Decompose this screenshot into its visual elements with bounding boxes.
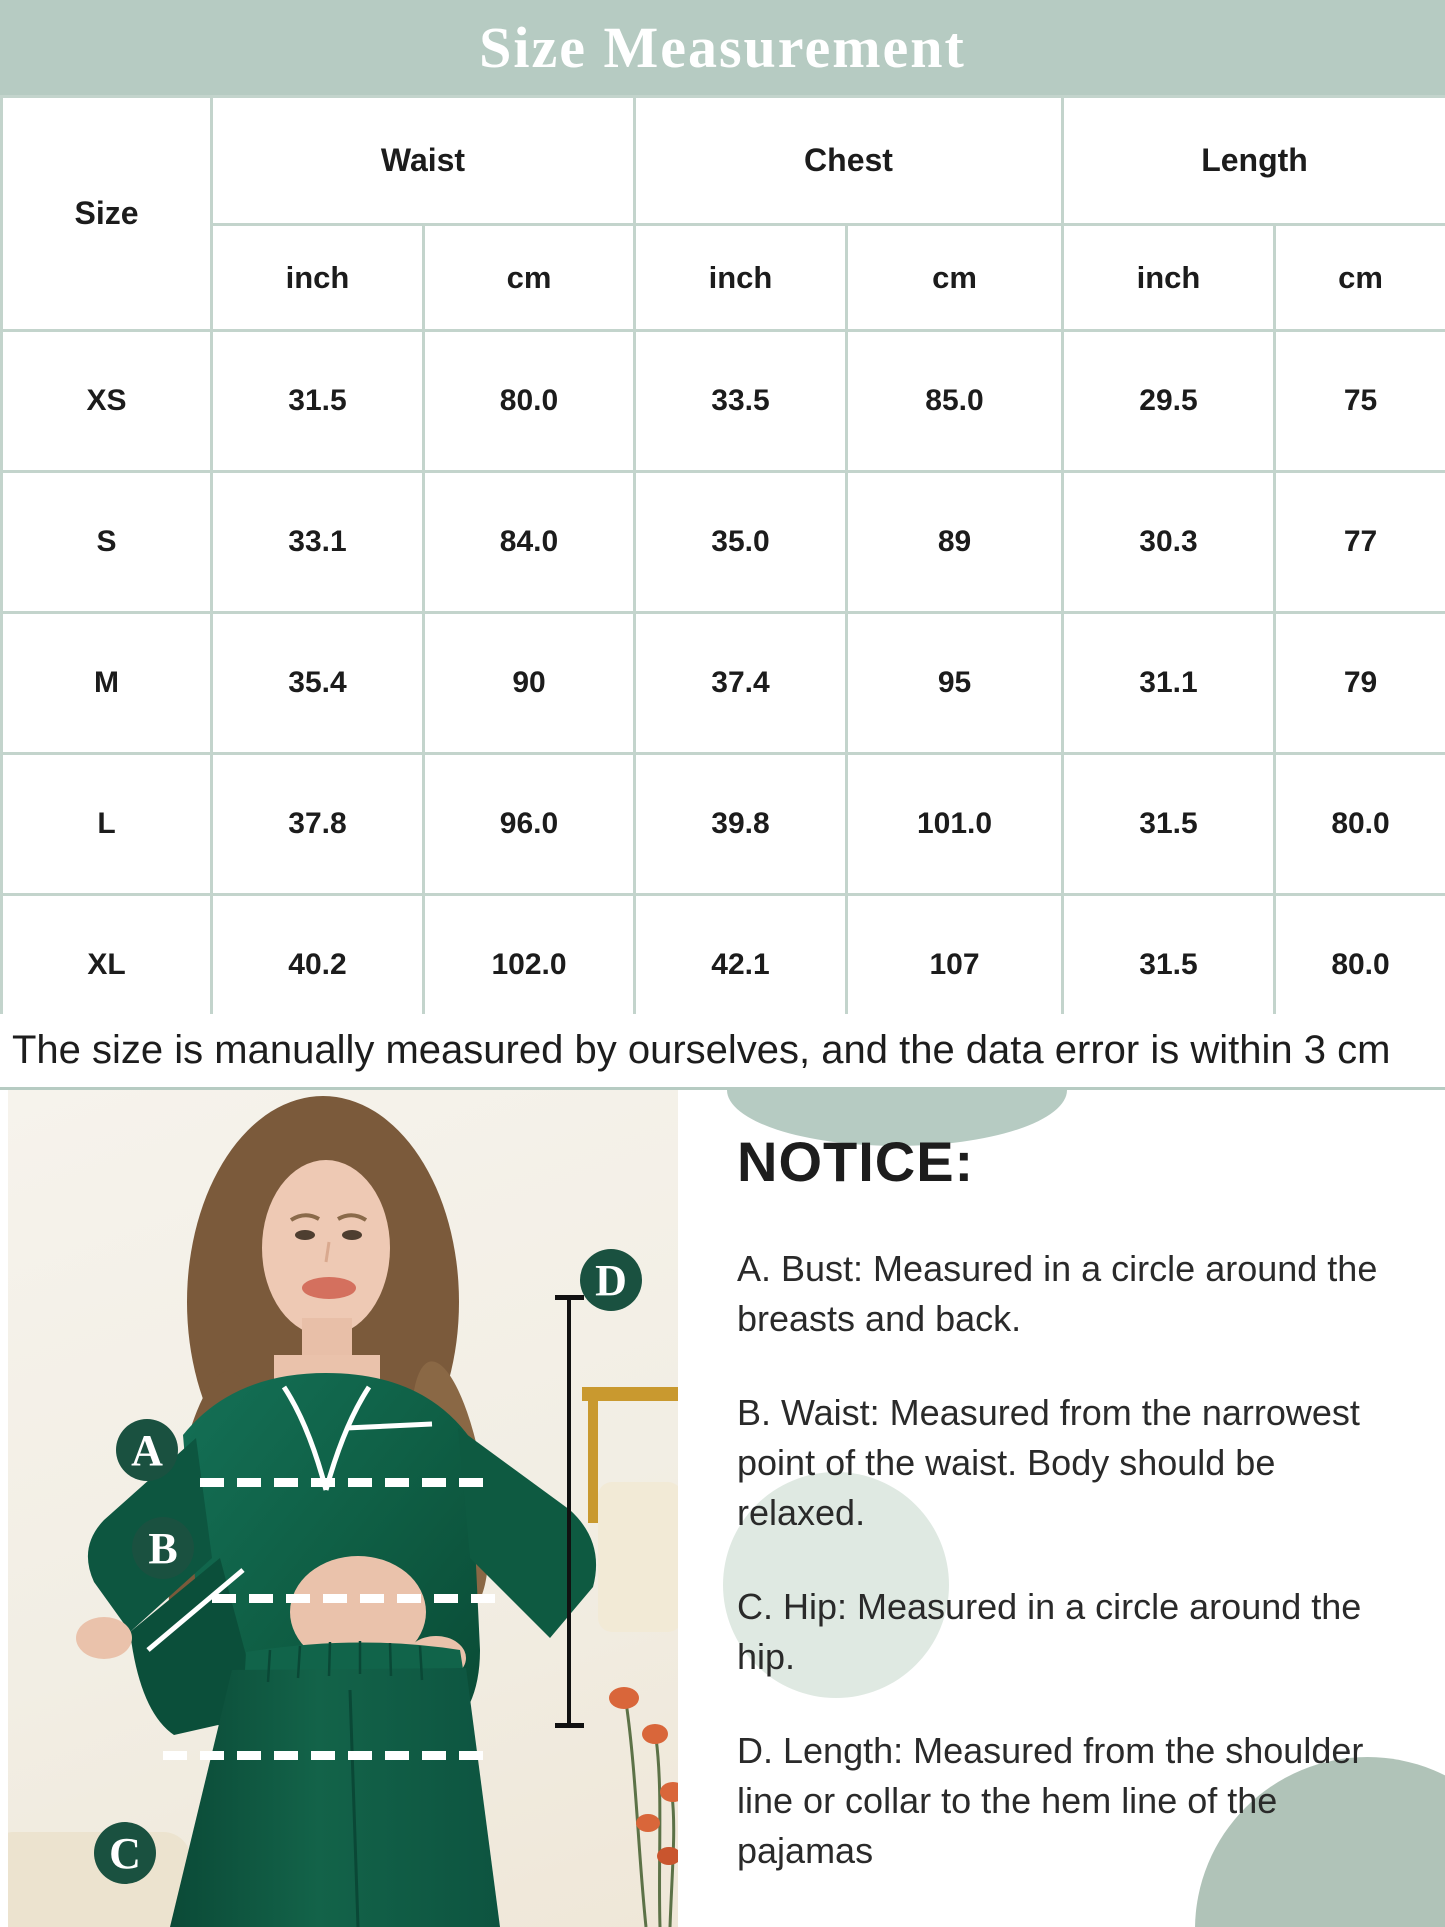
measurement-cell: 79 [1275,613,1445,754]
lamp-pole [588,1398,598,1523]
measurement-cell: 75 [1275,331,1445,472]
lamp-shade [598,1482,678,1632]
measurement-cell: 40.2 [212,895,424,1036]
measurement-cell: 101.0 [847,754,1063,895]
measurement-cell: 37.8 [212,754,424,895]
eye [342,1230,362,1240]
marker-letter: A [131,1425,163,1475]
table-group-header-row [2,97,1445,225]
page-title: Size Measurement [479,15,966,80]
model-illustration [8,1090,678,1927]
model-photo [8,1090,678,1927]
measurement-cell: 33.1 [212,472,424,613]
measurement-cell: 89 [847,472,1063,613]
measurement-cell: 37.4 [635,613,847,754]
bottom-section [0,1090,1445,1927]
length-marker [580,1249,642,1311]
measurement-cell: 90 [424,613,635,754]
face [262,1160,390,1336]
hip-dashed-line [163,1751,483,1760]
size-cell: XL [2,895,212,1036]
measurement-cell: 35.4 [212,613,424,754]
measurement-cell: 96.0 [424,754,635,895]
sleeve-right [458,1428,596,1638]
length-line-top-cap [555,1295,584,1300]
notice-item: A. Bust: Measured in a circle around the breasts and back. [737,1248,1378,1339]
flower-blossoms [609,1687,678,1865]
notice-items [737,1244,1445,1876]
unit-header: inch [212,225,424,331]
unit-header: cm [847,225,1063,331]
unit-header: cm [424,225,635,331]
measurement-cell: 31.5 [1063,754,1275,895]
waist-dashed-line [212,1594,497,1603]
measurement-cell: 31.5 [212,331,424,472]
measurement-cell: 102.0 [424,895,635,1036]
waist-marker [132,1517,194,1579]
measurement-cell: 77 [1275,472,1445,613]
header-band [0,0,1445,95]
eye [295,1230,315,1240]
table-row [2,754,1445,895]
measurement-cell: 84.0 [424,472,635,613]
measurement-cell: 95 [847,613,1063,754]
marker-letter: C [109,1828,141,1878]
table-row [2,331,1445,472]
measurement-note: The size is manually measured by ourselves, and the data error is within 3 cm [12,1028,1391,1072]
measurement-cell: 42.1 [635,895,847,1036]
size-cell: L [2,754,212,895]
measurement-cell: 30.3 [1063,472,1275,613]
size-column-header: Size [2,97,212,331]
marker-letter: B [148,1523,178,1573]
measurement-cell: 107 [847,895,1063,1036]
table-row [2,613,1445,754]
notice-panel [723,1090,1445,1927]
notice-item: D. Length: Measured from the shoulder line or collar to the hem line of the pajamas [737,1730,1364,1871]
lips [302,1277,356,1299]
unit-header: cm [1275,225,1445,331]
measurement-cell: 35.0 [635,472,847,613]
length-group-header: Length [1063,97,1445,225]
hand-left [76,1617,132,1659]
notice-item: B. Waist: Measured from the narrowest point of the waist. Body should be relaxed. [737,1392,1360,1533]
size-table [0,95,1445,1037]
notice-heading: NOTICE: [737,1130,975,1193]
measurement-cell: 39.8 [635,754,847,895]
notice-content [723,1090,1445,1876]
measurement-cell: 80.0 [1275,754,1445,895]
measurement-cell: 29.5 [1063,331,1275,472]
measurement-cell: 31.1 [1063,613,1275,754]
size-cell: M [2,613,212,754]
bust-marker [116,1419,178,1481]
notice-item: C. Hip: Measured in a circle around the hip. [737,1586,1362,1677]
table-row [2,472,1445,613]
size-cell: S [2,472,212,613]
unit-header: inch [635,225,847,331]
length-line-bottom-cap [555,1723,584,1728]
length-measure-line [567,1297,571,1727]
size-cell: XS [2,331,212,472]
note-bar [0,1014,1445,1090]
measurement-cell: 33.5 [635,331,847,472]
measurement-cell: 80.0 [424,331,635,472]
measurement-cell: 80.0 [1275,895,1445,1036]
hip-marker [94,1822,156,1884]
chest-group-header: Chest [635,97,1063,225]
measurement-cell: 31.5 [1063,895,1275,1036]
waist-group-header: Waist [212,97,635,225]
bust-dashed-line [200,1478,488,1487]
marker-letter: D [595,1255,627,1305]
size-table-body [2,331,1445,1036]
measurement-cell: 85.0 [847,331,1063,472]
table-unit-header-row [2,225,1445,331]
unit-header: inch [1063,225,1275,331]
